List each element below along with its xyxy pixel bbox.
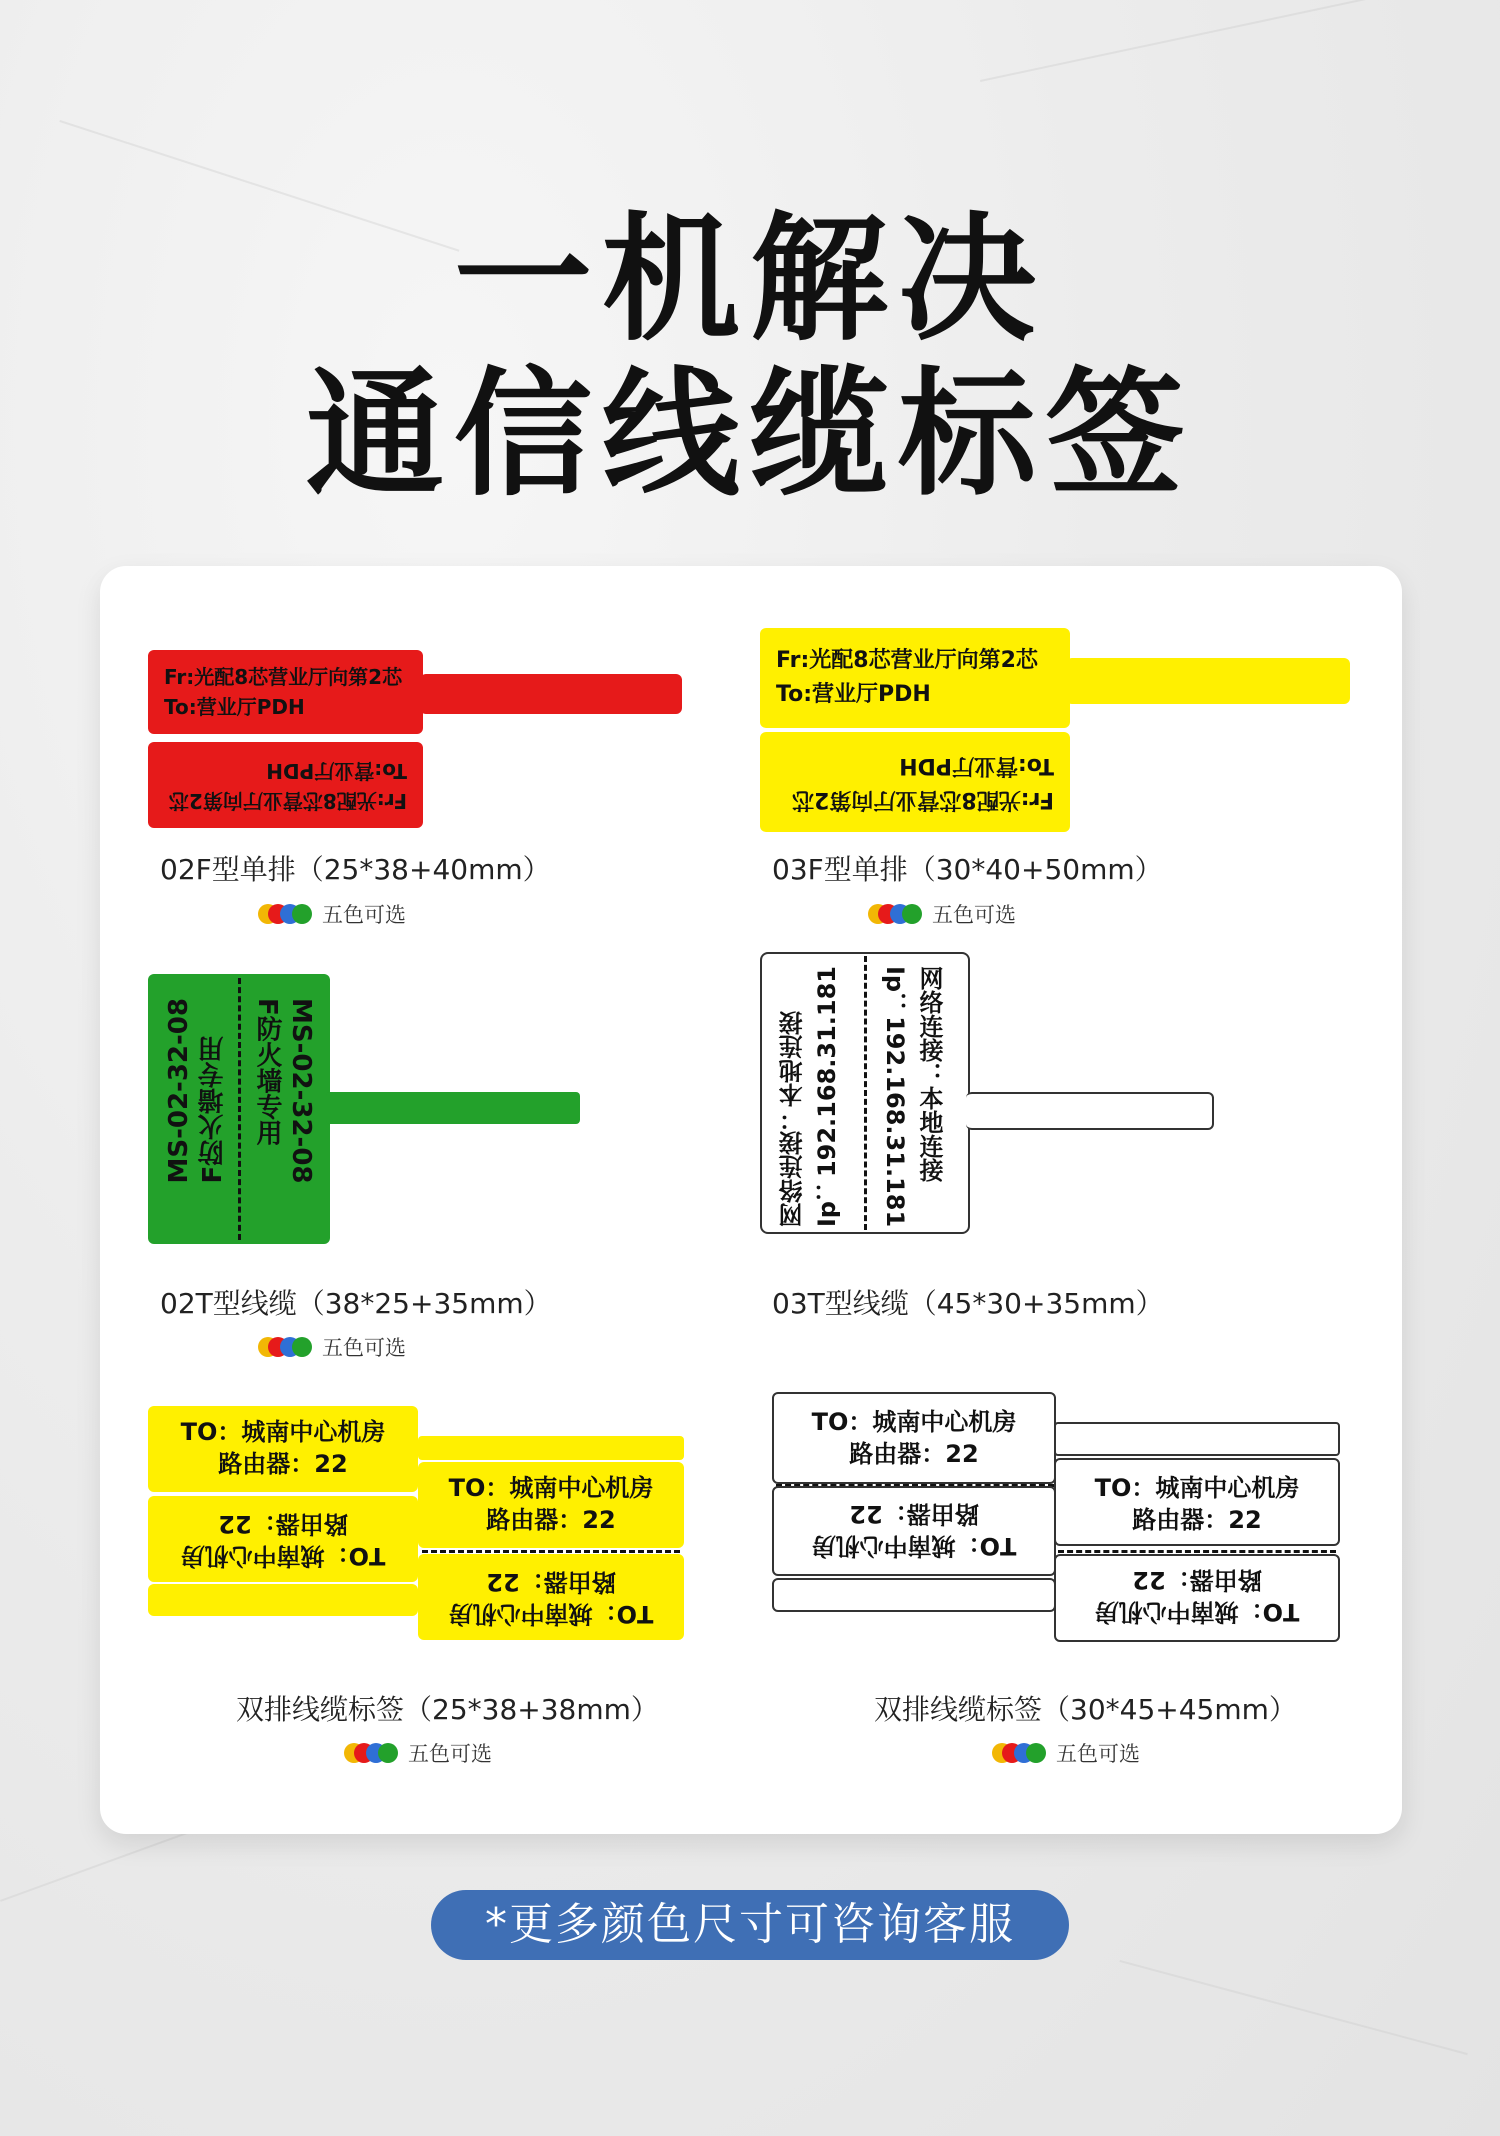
- label-02f-top: [148, 650, 423, 734]
- label-text: To:营业厅PDH: [776, 682, 931, 707]
- five-colors-note: [344, 1738, 492, 1768]
- label-text: TO：城南中心机房: [811, 1408, 1017, 1436]
- label-text: Fr:光配8芯营业厅向第2芯: [164, 665, 403, 689]
- label-text: 路由器：22: [218, 1510, 348, 1538]
- label-block: [148, 1406, 418, 1492]
- label-text: 路由器：22: [849, 1440, 979, 1468]
- label-text: 路由器：22: [486, 1568, 616, 1596]
- label-text: MS-02-32-08 F防火墙专用: [164, 998, 228, 1184]
- fold-line: [238, 978, 241, 1240]
- label-block: [1054, 1458, 1340, 1546]
- label-02t-tail: [326, 1092, 580, 1124]
- label-03f-top: [760, 628, 1070, 728]
- color-dots-icon: [868, 903, 922, 925]
- label-text: 网络连接：本地连接 Ip：192.168.31.181: [881, 966, 943, 1228]
- label-showcase-card: [100, 566, 1402, 1834]
- colors-note-text: 五色可选: [322, 903, 406, 927]
- colors-note-text: 五色可选: [322, 1336, 406, 1360]
- label-text: 路由器：22: [218, 1450, 348, 1478]
- label-text: TO：城南中心机房: [180, 1418, 386, 1446]
- label-tail: [1054, 1422, 1340, 1456]
- color-dots-icon: [258, 903, 312, 925]
- label-02f-bottom: [148, 742, 423, 828]
- label-text: Fr:光配8芯营业厅向第2芯: [776, 648, 1038, 673]
- marble-vein: [980, 0, 1469, 82]
- label-caption: 02T型线缆（38*25+35mm）: [160, 1287, 552, 1320]
- label-text: TO：城南中心机房: [448, 1600, 654, 1628]
- five-colors-note: [992, 1738, 1140, 1768]
- label-tail: [772, 1578, 1056, 1612]
- five-colors-note: [868, 899, 1016, 929]
- label-text: 网络连接：本地连接 Ip：192.168.31.181: [779, 966, 841, 1228]
- colors-note-text: 五色可选: [932, 903, 1016, 927]
- color-dots-icon: [992, 1742, 1046, 1764]
- label-caption: 02F型单排（25*38+40mm）: [160, 853, 551, 886]
- label-text: TO：城南中心机房: [180, 1542, 386, 1570]
- footer-note-pill: *更多颜色尺寸可咨询客服: [431, 1890, 1069, 1960]
- label-text: TO：城南中心机房: [448, 1474, 654, 1502]
- label-text: Fr:光配8芯营业厅向第2芯: [792, 787, 1054, 812]
- label-block: [1054, 1554, 1340, 1642]
- label-caption: 03F型单排（30*40+50mm）: [772, 853, 1163, 886]
- five-colors-note: [258, 1332, 406, 1362]
- label-block: [148, 1496, 418, 1582]
- label-text: To:营业厅PDH: [266, 759, 407, 783]
- label-text: To:营业厅PDH: [164, 695, 305, 719]
- label-block: [418, 1462, 684, 1548]
- label-tail: [148, 1584, 418, 1616]
- five-colors-note: [258, 899, 406, 929]
- label-text: 路由器：22: [1132, 1506, 1262, 1534]
- label-block: [772, 1392, 1056, 1484]
- label-block: [418, 1554, 684, 1640]
- fold-line: [1058, 1550, 1336, 1553]
- label-tail: [418, 1436, 684, 1460]
- label-text: 路由器：22: [1132, 1566, 1262, 1594]
- label-text: Fr:光配8芯营业厅向第2芯: [168, 789, 407, 813]
- label-text: 路由器：22: [849, 1500, 979, 1528]
- label-text: To:营业厅PDH: [899, 753, 1054, 778]
- label-caption: 双排线缆标签（25*38+38mm）: [236, 1693, 659, 1726]
- color-dots-icon: [258, 1336, 312, 1358]
- label-text: TO：城南中心机房: [811, 1532, 1017, 1560]
- label-caption: 03T型线缆（45*30+35mm）: [772, 1287, 1164, 1320]
- color-dots-icon: [344, 1742, 398, 1764]
- label-text: TO：城南中心机房: [1094, 1598, 1300, 1626]
- label-caption: 双排线缆标签（30*45+45mm）: [874, 1693, 1297, 1726]
- label-text: MS-02-32-08 F防火墙专用: [252, 998, 316, 1184]
- label-03f-bottom: [760, 732, 1070, 832]
- label-02f-tail: [420, 674, 682, 714]
- colors-note-text: 五色可选: [1056, 1742, 1140, 1766]
- page-title-line1: 一机解决: [453, 199, 1046, 360]
- marble-vein: [1119, 1960, 1467, 2055]
- label-text: TO：城南中心机房: [1094, 1474, 1300, 1502]
- label-03f-tail: [1066, 658, 1350, 704]
- fold-line: [864, 956, 867, 1230]
- fold-line: [422, 1550, 680, 1553]
- page-title-line2: 通信线缆标签: [305, 354, 1194, 515]
- label-text: 路由器：22: [486, 1506, 616, 1534]
- label-block: [772, 1486, 1056, 1576]
- colors-note-text: 五色可选: [408, 1742, 492, 1766]
- label-03t-tail: [966, 1092, 1214, 1130]
